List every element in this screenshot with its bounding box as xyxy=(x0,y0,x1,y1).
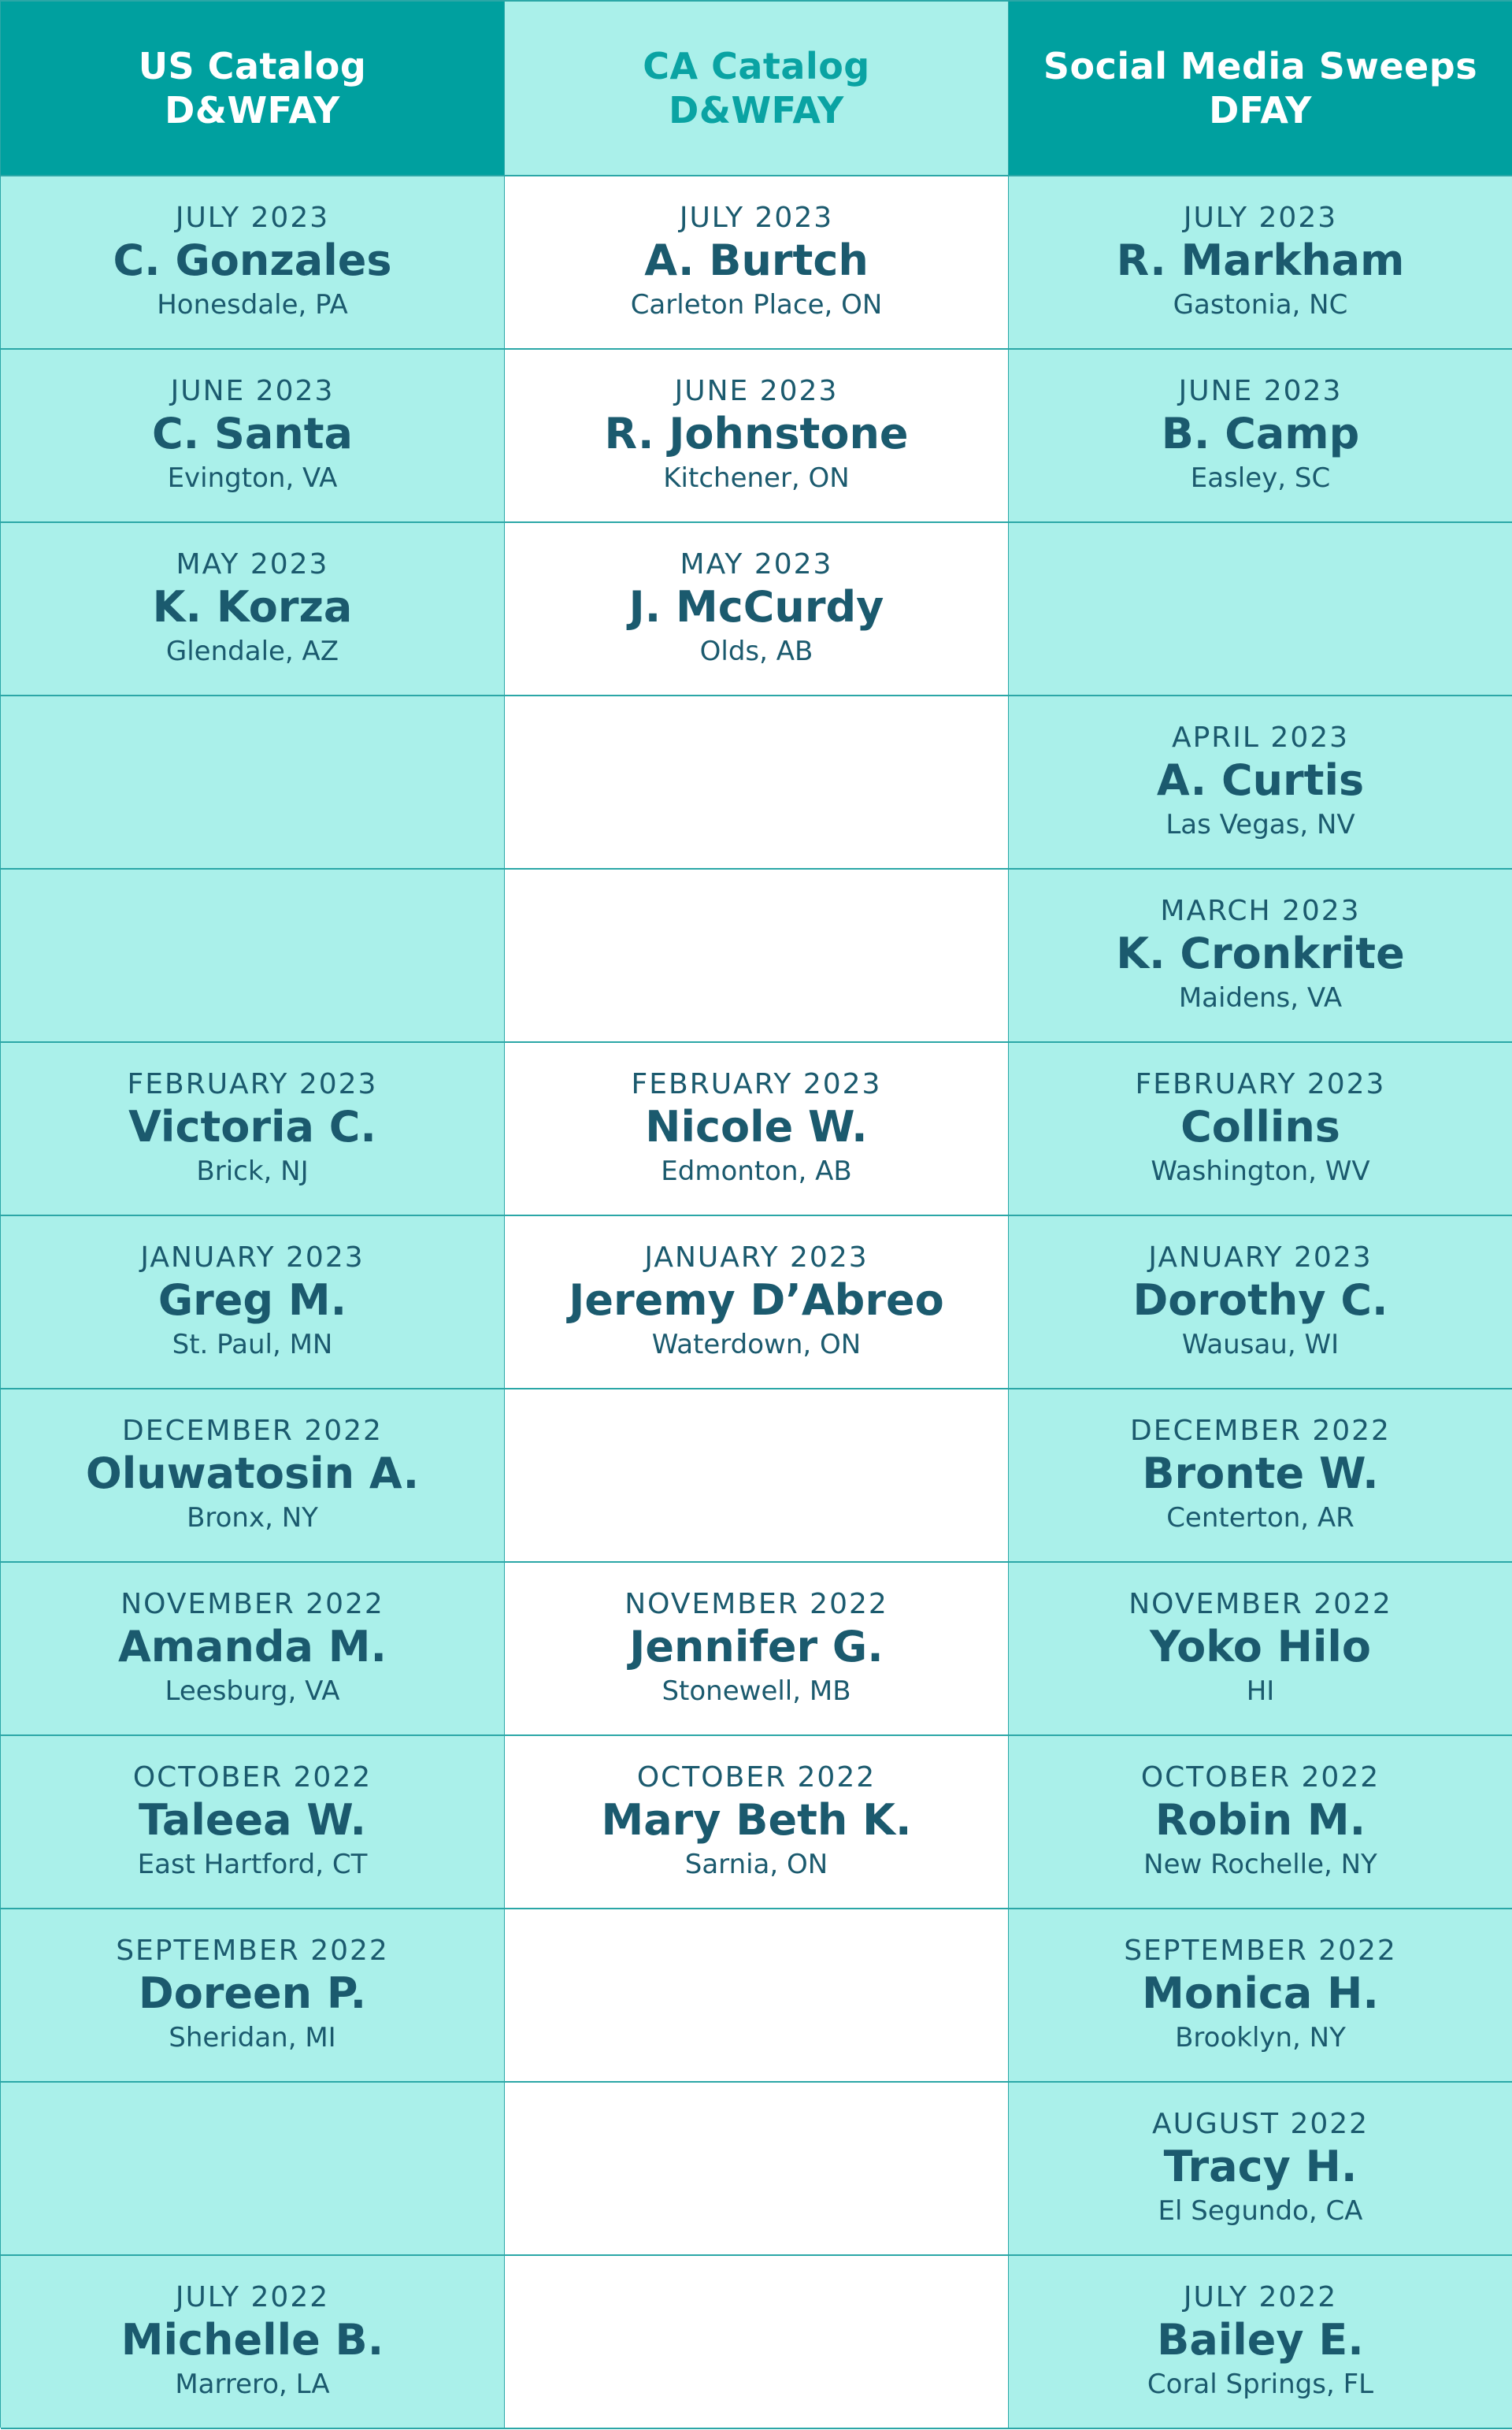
winner-name: Yoko Hilo xyxy=(1150,1622,1371,1671)
winner-name: Jeremy D’Abreo xyxy=(569,1275,944,1325)
winner-cell-us-catalog xyxy=(1,1563,505,1736)
winner-name: A. Burtch xyxy=(644,236,869,285)
winner-month: JULY 2022 xyxy=(1183,2281,1338,2313)
header-line-2: D&WFAY xyxy=(165,89,340,132)
winner-location: Coral Springs, FL xyxy=(1147,2369,1374,2400)
winner-name: R. Markham xyxy=(1116,236,1405,285)
winner-location: Waterdown, ON xyxy=(651,1329,862,1360)
winner-name: Greg M. xyxy=(158,1275,347,1325)
winner-name: Victoria C. xyxy=(128,1102,376,1152)
winner-cell-us-catalog xyxy=(1,1909,505,2083)
winner-location: Washington, WV xyxy=(1151,1156,1370,1187)
winner-cell-us-catalog xyxy=(1,1043,505,1216)
winner-month: JULY 2023 xyxy=(1183,202,1338,234)
winner-name: J. McCurdy xyxy=(628,582,884,632)
header-social-media-sweeps xyxy=(1009,2,1512,176)
header-ca-catalog xyxy=(505,2,1009,176)
winner-location: Edmonton, AB xyxy=(661,1156,852,1187)
winner-location: Kitchener, ON xyxy=(663,462,850,494)
winner-cell-social-media-sweeps xyxy=(1009,2083,1512,2256)
winner-month: FEBRUARY 2023 xyxy=(1135,1068,1386,1100)
winner-location: Leesburg, VA xyxy=(165,1675,340,1707)
winner-month: MAY 2023 xyxy=(680,548,833,581)
winner-location: Maidens, VA xyxy=(1178,982,1343,1014)
winner-cell-social-media-sweeps xyxy=(1009,1389,1512,1563)
winner-month: JUNE 2023 xyxy=(170,375,335,407)
winner-location: Easley, SC xyxy=(1190,462,1331,494)
winner-name: C. Santa xyxy=(152,409,353,458)
header-line-2: D&WFAY xyxy=(669,89,844,132)
winner-cell-social-media-sweeps xyxy=(1009,2256,1512,2429)
empty-cell-ca-catalog xyxy=(505,1389,1009,1563)
winner-cell-ca-catalog xyxy=(505,1043,1009,1216)
winner-cell-us-catalog xyxy=(1,1736,505,1909)
winner-cell-ca-catalog xyxy=(505,1216,1009,1389)
winner-cell-ca-catalog xyxy=(505,1563,1009,1736)
winner-month: JULY 2023 xyxy=(679,202,834,234)
empty-cell-ca-catalog xyxy=(505,2256,1009,2429)
winner-cell-social-media-sweeps xyxy=(1009,870,1512,1043)
winner-month: JANUARY 2023 xyxy=(644,1241,869,1274)
empty-cell-us-catalog xyxy=(1,870,505,1043)
winner-name: Monica H. xyxy=(1142,1968,1379,2018)
winner-cell-us-catalog xyxy=(1,523,505,696)
winner-month: AUGUST 2022 xyxy=(1151,2108,1369,2140)
empty-cell-us-catalog xyxy=(1,2083,505,2256)
header-line-1: CA Catalog xyxy=(643,45,870,87)
winner-name: Mary Beth K. xyxy=(601,1795,912,1845)
winner-location: East Hartford, CT xyxy=(137,1849,368,1880)
winner-location: Marrero, LA xyxy=(175,2369,330,2400)
empty-cell-social-media-sweeps xyxy=(1009,523,1512,696)
winner-name: Amanda M. xyxy=(117,1622,387,1671)
winner-month: DECEMBER 2022 xyxy=(122,1415,383,1447)
winner-month: JUNE 2023 xyxy=(1178,375,1343,407)
winner-name: Robin M. xyxy=(1154,1795,1366,1845)
winner-cell-ca-catalog xyxy=(505,1736,1009,1909)
winner-cell-us-catalog xyxy=(1,1216,505,1389)
winner-cell-ca-catalog xyxy=(505,350,1009,523)
winner-month: NOVEMBER 2022 xyxy=(120,1588,384,1620)
winner-cell-social-media-sweeps xyxy=(1009,350,1512,523)
winner-location: Evington, VA xyxy=(167,462,338,494)
winner-name: Doreen P. xyxy=(138,1968,367,2018)
winner-month: JANUARY 2023 xyxy=(140,1241,365,1274)
winner-month: NOVEMBER 2022 xyxy=(1128,1588,1392,1620)
winner-name: Oluwatosin A. xyxy=(85,1449,420,1498)
winner-location: Honesdale, PA xyxy=(157,289,348,321)
winner-cell-us-catalog xyxy=(1,2256,505,2429)
winner-cell-us-catalog xyxy=(1,350,505,523)
winner-location: Wausau, WI xyxy=(1181,1329,1340,1360)
winner-name: A. Curtis xyxy=(1156,755,1365,805)
winner-location: Sheridan, MI xyxy=(169,2022,336,2053)
winner-month: MAY 2023 xyxy=(176,548,329,581)
winner-month: SEPTEMBER 2022 xyxy=(1124,1935,1397,1967)
winner-month: JUNE 2023 xyxy=(674,375,839,407)
winner-name: Bailey E. xyxy=(1157,2315,1364,2365)
winner-cell-ca-catalog xyxy=(505,176,1009,350)
winner-month: JANUARY 2023 xyxy=(1148,1241,1373,1274)
winner-location: Bronx, NY xyxy=(187,1502,318,1534)
winner-month: FEBRUARY 2023 xyxy=(631,1068,882,1100)
winner-cell-us-catalog xyxy=(1,1389,505,1563)
header-line-1: US Catalog xyxy=(138,45,367,87)
winner-month: APRIL 2023 xyxy=(1171,722,1350,754)
winner-month: SEPTEMBER 2022 xyxy=(116,1935,389,1967)
winner-location: Sarnia, ON xyxy=(684,1849,828,1880)
winner-location: HI xyxy=(1246,1675,1275,1707)
empty-cell-ca-catalog xyxy=(505,870,1009,1043)
winner-cell-social-media-sweeps xyxy=(1009,696,1512,870)
winner-location: New Rochelle, NY xyxy=(1143,1849,1377,1880)
winner-location: Carleton Place, ON xyxy=(630,289,883,321)
empty-cell-us-catalog xyxy=(1,696,505,870)
winner-name: K. Cronkrite xyxy=(1116,929,1405,978)
winner-name: Taleea W. xyxy=(139,1795,366,1845)
empty-cell-ca-catalog xyxy=(505,1909,1009,2083)
winner-location: Olds, AB xyxy=(699,636,813,667)
winner-cell-social-media-sweeps xyxy=(1009,1216,1512,1389)
winner-month: MARCH 2023 xyxy=(1160,895,1361,927)
winner-location: Las Vegas, NV xyxy=(1166,809,1355,840)
winner-month: OCTOBER 2022 xyxy=(1140,1761,1380,1794)
winner-name: K. Korza xyxy=(152,582,353,632)
winner-location: Brick, NJ xyxy=(196,1156,309,1187)
winner-name: B. Camp xyxy=(1161,409,1360,458)
winner-location: Centerton, AR xyxy=(1166,1502,1354,1534)
header-line-2: DFAY xyxy=(1209,89,1312,132)
winner-name: Nicole W. xyxy=(645,1102,868,1152)
winner-cell-social-media-sweeps xyxy=(1009,176,1512,350)
empty-cell-ca-catalog xyxy=(505,696,1009,870)
winner-cell-ca-catalog xyxy=(505,523,1009,696)
winner-cell-social-media-sweeps xyxy=(1009,1563,1512,1736)
winner-cell-social-media-sweeps xyxy=(1009,1736,1512,1909)
winner-month: JULY 2023 xyxy=(175,202,330,234)
winner-month: OCTOBER 2022 xyxy=(132,1761,372,1794)
winner-month: DECEMBER 2022 xyxy=(1130,1415,1391,1447)
winner-month: OCTOBER 2022 xyxy=(636,1761,876,1794)
winner-location: Glendale, AZ xyxy=(165,636,339,667)
header-us-catalog xyxy=(1,2,505,176)
winner-month: JULY 2022 xyxy=(175,2281,330,2313)
winner-name: Michelle B. xyxy=(120,2315,384,2365)
winner-month: NOVEMBER 2022 xyxy=(624,1588,888,1620)
empty-cell-ca-catalog xyxy=(505,2083,1009,2256)
winner-name: Jennifer G. xyxy=(629,1622,884,1671)
winner-location: St. Paul, MN xyxy=(172,1329,333,1360)
winner-month: FEBRUARY 2023 xyxy=(127,1068,378,1100)
winner-location: El Segundo, CA xyxy=(1158,2195,1363,2227)
winner-location: Stonewell, MB xyxy=(662,1675,851,1707)
winner-cell-us-catalog xyxy=(1,176,505,350)
winner-name: Dorothy C. xyxy=(1132,1275,1388,1325)
header-line-1: Social Media Sweeps xyxy=(1043,45,1478,87)
winner-name: Tracy H. xyxy=(1163,2142,1358,2191)
winner-cell-social-media-sweeps xyxy=(1009,1909,1512,2083)
winner-location: Gastonia, NC xyxy=(1173,289,1348,321)
winner-name: R. Johnstone xyxy=(604,409,909,458)
winner-name: Collins xyxy=(1180,1102,1340,1152)
winner-cell-social-media-sweeps xyxy=(1009,1043,1512,1216)
winner-location: Brooklyn, NY xyxy=(1175,2022,1346,2053)
winner-name: C. Gonzales xyxy=(113,236,392,285)
winner-name: Bronte W. xyxy=(1142,1449,1379,1498)
